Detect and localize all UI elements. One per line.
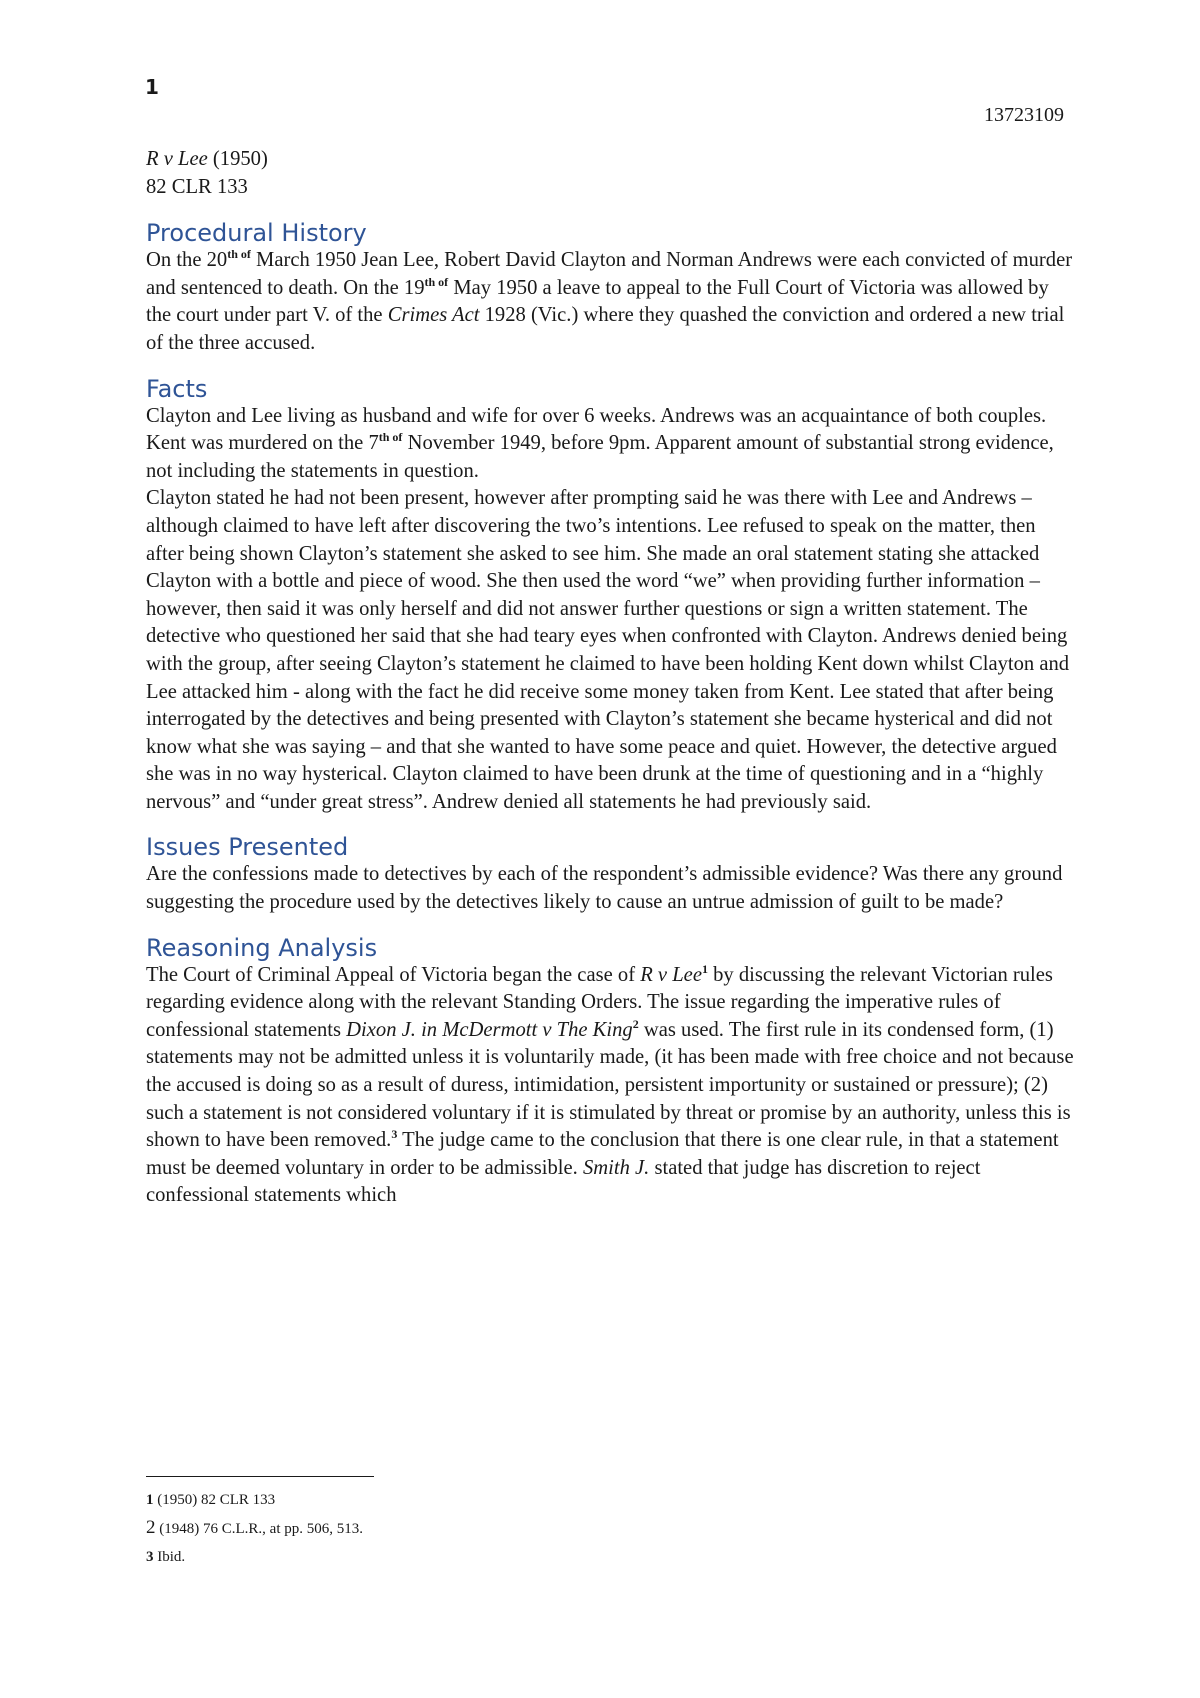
section-facts — [146, 375, 1076, 817]
footnote-2: 2 (1948) 76 C.L.R., at pp. 506, 513. — [146, 1517, 363, 1538]
footnotes — [146, 1486, 363, 1571]
heading-procedural-history: Procedural History — [146, 219, 367, 248]
footnote-separator — [146, 1476, 374, 1477]
footnote-ref-2[interactable]: 2 — [632, 1016, 639, 1031]
document-id: 13723109 — [984, 104, 1064, 126]
issues-text: Are the confessions made to detectives by each of the respondent’s admissible evidence? Was there any ground suggesting the procedure used by the detectives likely to cause an untrue admission of guilt to be made? — [146, 863, 1063, 914]
page-number: 1 — [145, 75, 159, 99]
case-year: (1950) — [207, 148, 268, 170]
case-name-line — [146, 146, 1076, 174]
procedural-history-text: On the $20^{th of}$ March 1950 Jean Lee, Robert David Clayton and Norman Andrews were each convicted of murder and sentenced to death. On the $19^{th of}$ May 1950 a leave to appeal to the Full Court of Victoria was allowed by the court under part V. of the Crimes Act 1928 (Vic.) where they quashed the conviction and ordered a new trial of the three accused. — [146, 247, 1073, 354]
heading-reasoning: Reasoning Analysis — [146, 933, 378, 962]
footnote-ref-1[interactable]: 1 — [701, 961, 708, 976]
footnote-ref-3[interactable]: 3 — [391, 1127, 398, 1142]
case-report: 82 CLR 133 — [146, 175, 248, 198]
facts-paragraph-1: Clayton and Lee living as husband and wife for over 6 weeks. Andrews was an acquaintance of both couples. Kent was murdered on the $7^{th of}$ November 1949, before 9pm. Apparent amount of substantial strong evidence, not including the statements in question. — [146, 404, 1054, 482]
heading-issues: Issues Presented — [146, 833, 349, 862]
document-body — [146, 146, 1076, 1227]
footnote-1: 1 (1950) 82 CLR 133 — [146, 1492, 276, 1508]
act-title: Crimes Act — [387, 304, 480, 327]
section-issues — [146, 833, 1076, 916]
facts-paragraph-2: Clayton stated he had not been present, however after prompting said he was there with Lee and Andrews – although claimed to have left after discovering the two’s intentions. Lee refused to speak on the matter, then after being shown Clayton’s statement she asked to see him. She made an oral statement stating she attacked Clayton with a bottle and piece of wood. She then used the word “we” when providing further information – however, then said it was only herself and did not answer further questions or sign a written statement. The detective who questioned her said that she had teary eyes when confronted with Clayton. Andrews denied being with the group, after seeing Clayton’s statement he claimed to have been holding Kent down whilst Clayton and Lee attacked him - along with the fact he did receive some money taken from Kent. Lee stated that after being interrogated by the detectives and being presented with Clayton’s statement she became hysterical and did not know what she was saying – and that she wanted to have some peace and quiet. However, the detective argued she was in no way hysterical. Clayton claimed to have been drunk at the time of questioning and in a “highly nervous” and “under great stress”. Andrew denied all statements he had previously said. — [146, 487, 1070, 813]
footnote-3: 3 Ibid. — [146, 1549, 186, 1565]
section-procedural-history — [146, 219, 1076, 357]
section-reasoning — [146, 934, 1076, 1210]
reasoning-text: The Court of Criminal Appeal of Victoria began the case of R v Lee$^1$ by discussing the relevant Victorian rules regarding evidence along with the relevant Standing Orders. The issue regarding the imperative rules of confessional statements Dixon J. in McDermott v The King$^2$ was used. The first rule in its condensed form, (1) statements may not be admitted unless it is voluntarily made, (it has been made with free choice and not because the accused is doing so as a result of duress, intimidation, persistent importunity or sustained or pressure); (2) such a statement is not considered voluntary if it is stimulated by threat or promise by an authority, unless this is shown to have been removed.$^3$ The judge came to the conclusion that there is one clear rule, in that a statement must be deemed voluntary in order to be admissible. Smith J. stated that judge has discretion to reject confessional statements which — [146, 961, 1074, 1207]
case-name: R v Lee — [146, 148, 208, 170]
heading-facts: Facts — [146, 374, 208, 403]
